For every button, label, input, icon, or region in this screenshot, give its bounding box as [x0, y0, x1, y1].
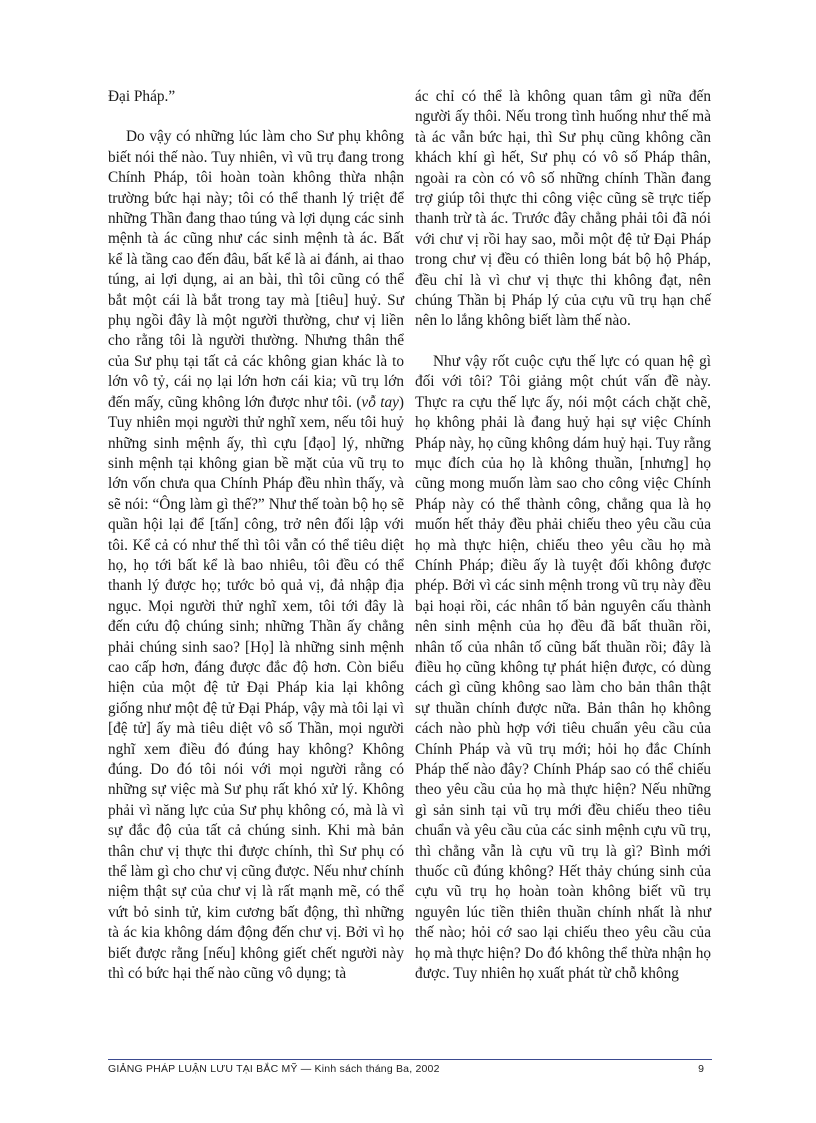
footer-title: GIẢNG PHÁP LUẬN LƯU TẠI BẮC MỸ — Kinh sách tháng Ba, 2002: [108, 1063, 440, 1075]
footer-divider: [108, 1059, 712, 1060]
left-column: [108, 87, 404, 984]
applause-note: vỗ tay: [361, 393, 399, 411]
paragraph: [108, 127, 404, 984]
right-column: [415, 87, 711, 984]
paragraph-text: ) Tuy nhiên mọi người thử nghĩ xem, nếu tôi huỷ những sinh mệnh ấy, thì cựu [đạo] lý, những sinh mệnh tại không gian bề mặt của vũ trụ to lớn vốn chưa qua Chính Pháp đều nhìn thấy, và sẽ nói: “Ông làm gì thế?” Như thế toàn bộ họ sẽ quần hội lại để [tấn] công, trở nên đối lập với tôi. Kể cả có như thế thì tôi vẫn có thể tiêu diệt họ, họ tới bất kể là bao nhiêu, tôi đều có thể thanh lý được họ; tước bỏ quả vị, đả nhập địa ngục. Mọi người thử nghĩ xem, tôi tới đây là đến cứu độ chúng sinh; những Thần ấy chẳng phải chúng sinh sao? [Họ] là những sinh mệnh cao cấp hơn, đáng được đắc độ hơn. Còn biểu hiện của một đệ tử Đại Pháp kia lại không giống như một đệ tử Đại Pháp, vậy mà tôi lại vì [đệ tử] ấy mà tiêu diệt vô số Thần, mọi người nghĩ xem điều đó đúng hay không? Không đúng. Do đó tôi nói với mọi người rằng có những sự việc mà Sư phụ rất khó xử lý. Không phải vì năng lực của Sư phụ không có, mà là vì sự đắc độ của tất cả chúng sinh. Khi mà bản thân chư vị thực thi được chính, thì Sư phụ có thể làm gì cho chư vị cũng được. Nếu như chính niệm thật sự của chư vị là rất mạnh mẽ, có thể vứt bỏ sinh tử, kim cương bất động, thì những tà ác kia không dám động đến chư vị. Bởi vì họ biết được rằng [nếu] không giết chết người này thì có bức hại thế nào cũng vô dụng; tà: [108, 393, 404, 983]
paragraph-text: Do vậy có những lúc làm cho Sư phụ không biết nói thế nào. Tuy nhiên, vì vũ trụ đang trong Chính Pháp, tôi hoàn toàn không thừa nhận trường bức hại này; tôi có thể thanh lý triệt để những Thần đang thao túng và lợi dụng các sinh mệnh tà ác cũng như các sinh mệnh tà ác. Bất kể là tầng cao đến đâu, bất kể là ai đánh, ai thao túng, ai lợi dụng, ai an bài, thì tôi cũng có thể bắt một cái là bắt trong tay mà [tiêu] huỷ. Sư phụ ngồi đây là một người thường, chư vị liền cho rằng tôi là người thường. Nhưng thân thể của Sư phụ tại tất cả các không gian khác là to lớn vô tỷ, cái nọ lại lớn hơn cái kia; vũ trụ lớn đến mấy, cũng không lớn được như tôi. (: [108, 128, 404, 411]
paragraph: Đại Pháp.”: [108, 88, 176, 105]
page-number: 9: [698, 1063, 704, 1075]
paragraph: ác chỉ có thể là không quan tâm gì nữa đến người ấy thôi. Nếu trong tình huống như thế mà tà ác vẫn bức hại, thì Sư phụ cũng không cần khách khí gì hết, Sư phụ có vô số Pháp thân, ngoài ra còn có vô số những chính Thần đang trợ giúp tôi thực thi công việc cũng sẽ trực tiếp thanh trừ tà ác. Trước đây chẳng phải tôi đã nói với chư vị rồi hay sao, mỗi một đệ tử Đại Pháp trong chư vị đều có thiên long bát bộ hộ Pháp, đều chỉ là vì chư vị thực thi không đạt, nên chúng Thần bị Pháp lý của cựu vũ trụ hạn chế nên lo lắng không biết làm thế nào.: [415, 88, 711, 330]
paragraph: Như vậy rốt cuộc cựu thế lực có quan hệ gì đối với tôi? Tôi giảng một chút vấn đề này. Thực ra cựu thế lực ấy, nói một cách chặt chẽ, họ không phải là đang huỷ hại sự việc Chính Pháp này, họ cũng không dám huỷ hại. Tuy rằng mục đích của họ là không thuần, [nhưng] họ cũng mong muốn làm sao cho công việc Chính Pháp này có thể thành công, chẳng qua là họ muốn hết thảy đều phải chiếu theo yêu cầu của họ mà thực hiện, chiếu theo yêu cầu họ mà Chính Pháp; điều ấy là tuyệt đối không được phép. Bởi vì các sinh mệnh trong vũ trụ này đều bại hoại rồi, các nhân tố bản nguyên cấu thành nên sinh mệnh của họ đều đã bất thuần rồi, nhân tố của nhân tố cũng bất thuần rồi; đây là điều họ cũng không tự phát hiện được, có dùng cách gì cũng không sao làm cho bản thân thật sự thuần chính được nữa. Bản thân họ không cách nào phù hợp với tiêu chuẩn yêu cầu của Chính Pháp và vũ trụ mới; hỏi họ đắc Chính Pháp thế nào đây? Chính Pháp sao có thể chiếu theo yêu cầu của họ mà thực hiện? Nếu những gì sản sinh tại vũ trụ mới đều chiếu theo tiêu chuẩn và yêu cầu của các sinh mệnh cựu vũ trụ, thì chẳng vẫn là cựu vũ trụ là gì? Bình mới thuốc cũ đúng không? Hết thảy chúng sinh của cựu vũ trụ họ hoàn toàn không biết vũ trụ nguyên lúc tiền thiên thuần chính nhất là như thế nào; hỏi cớ sao lại chiếu theo yêu cầu của họ mà thực hiện? Do đó không thể thừa nhận họ được. Tuy nhiên họ xuất phát từ chỗ không: [415, 352, 712, 983]
